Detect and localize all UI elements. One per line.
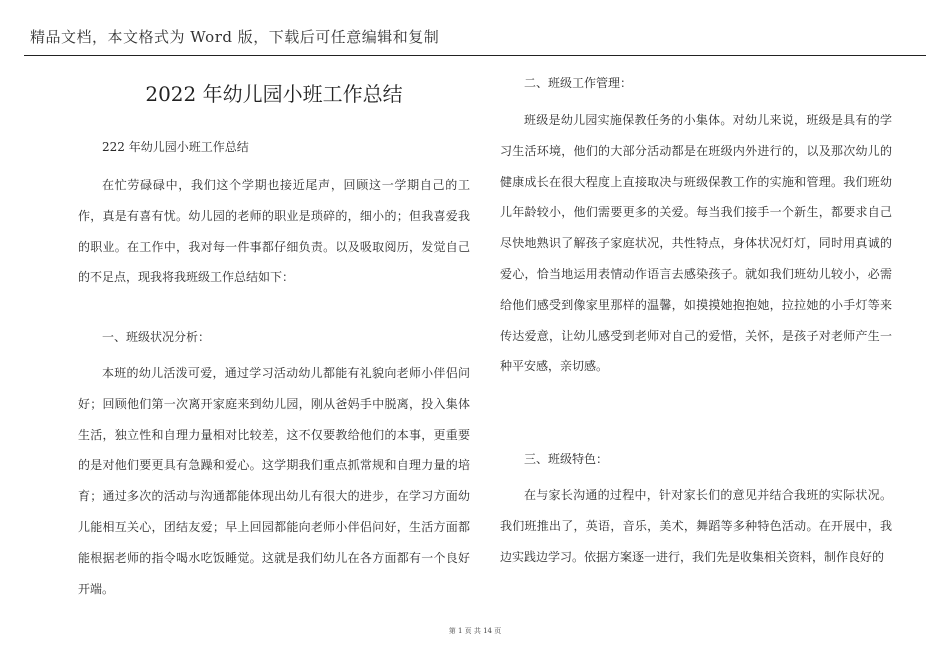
intro-paragraph: 在忙劳碌碌中，我们这个学期也接近尾声，回顾这一学期自己的工作，真是有喜有忧。幼儿园的老师的职业是琐碎的，细小的；但我喜爱我的职业。在工作中，我对每一件事都仔细负责。以及吸取阅历，发觉自己的不足点，现我将我班级工作总结如下： — [78, 178, 470, 285]
banner-divider — [24, 55, 926, 56]
document-subtitle: 222 年幼儿园小班工作总结 — [102, 140, 249, 154]
section-heading-1: 一、班级状况分析： — [102, 330, 211, 344]
section-body-3: 在与家长沟通的过程中，针对家长们的意见并结合我班的实际状况。我们班推出了，英语，音乐，美术，舞蹈等多种特色活动。在开展中，我边实践边学习。依据方案逐一进行，我们先是收集相关资料，制作良好的 — [500, 488, 892, 564]
document-banner — [0, 0, 950, 60]
section-heading-3: 三、班级特色： — [524, 452, 609, 466]
section-heading-2: 二、班级工作管理： — [524, 76, 633, 90]
banner-text: 精品文档，本文格式为 Word 版，下载后可任意编辑和复制 — [30, 28, 440, 46]
section-body-2: 班级是幼儿园实施保教任务的小集体。对幼儿来说，班级是具有的学习生活环境，他们的大部分活动都是在班级内外进行的，以及那次幼儿的健康成长在很大程度上直接取决与班级保教工作的实施和管理。我们班幼儿年龄较小，他们需要更多的关爱。每当我们接手一个新生，都要求自己尽快地熟识了解孩子家庭状况，共性特点，身体状况灯灯，同时用真诚的爱心，恰当地运用表情动作语言去感染孩子。就如我们班幼儿较小，必需给他们感受到像家里那样的温馨，如摸摸她抱抱她，拉拉她的小手灯等来传达爱意，让幼儿感受到老师对自己的爱惜，关怀，是孩子对老师产生一种平安感，亲切感。 — [500, 113, 892, 374]
document-title: 2022 年幼儿园小班工作总结 — [145, 82, 403, 106]
section-body-1: 本班的幼儿活泼可爱，通过学习活动幼儿都能有礼貌向老师小伴侣问好；回顾他们第一次离开家庭来到幼儿园，刚从爸妈手中脱离，投入集体生活，独立性和自理力量相对比较差，这不仅要教给他们的本事，更重要的是对他们要更具有急躁和爱心。这学期我们重点抓常规和自理力量的培育；通过多次的活动与沟通都能体现出幼儿有很大的进步，在学习方面幼儿能相互关心，团结友爱；早上回园都能向老师小伴侣问好，生活方面都能根据老师的指令喝水吃饭睡觉。这就是我们幼儿在各方面都有一个良好开端。 — [78, 366, 470, 596]
page-indicator: 第 1 页 共 14 页 — [448, 627, 502, 635]
